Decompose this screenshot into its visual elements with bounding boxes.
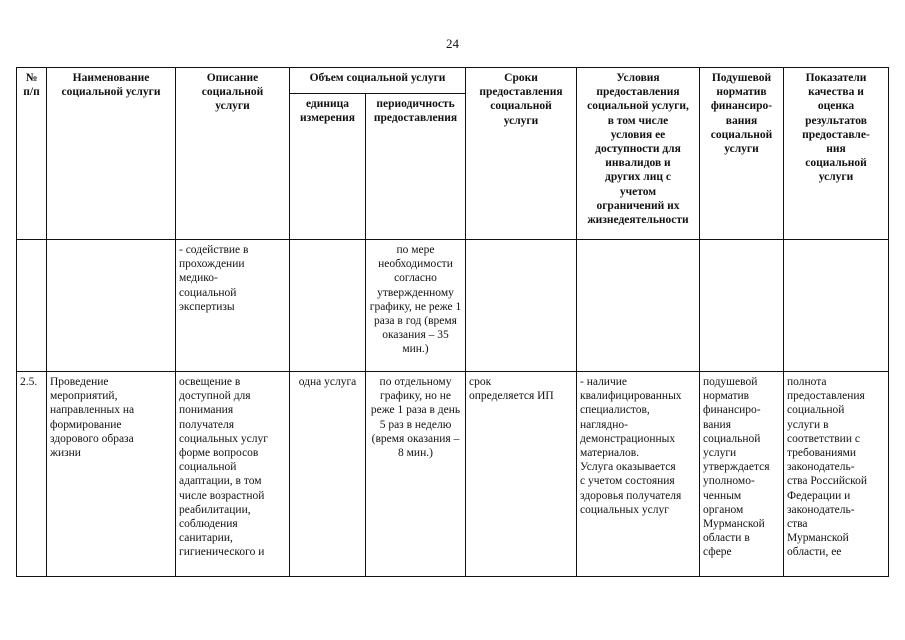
row-unit <box>290 240 366 372</box>
row-num <box>17 240 47 372</box>
header-num: № п/п <box>17 68 47 240</box>
header-description: Описание социальной услуги <box>176 68 290 240</box>
header-periodicity: периодичность предоставления <box>366 94 466 240</box>
row-quality <box>784 240 889 372</box>
row-conditions: - наличие квалифицированных специалистов, наглядно- демонстрационных материалов. Услуга оказывается с учетом состояния здоровья получателя социальных услуг <box>577 372 700 577</box>
row-description: - содействие в прохождении медико- социальной экспертизы <box>176 240 290 372</box>
row-name: Проведение мероприятий, направленных на формирование здорового образа жизни <box>47 372 176 577</box>
header-row-1 <box>17 68 889 94</box>
row-periodicity: по отдельному графику, но не реже 1 раза в день 5 раз в неделю (время оказания – 8 мин.) <box>366 372 466 577</box>
table-row <box>17 372 889 577</box>
row-funding: подушевой норматив финансиро- вания социальной услуги утверждается уполномо- ченным органом Мурманской области в сфере <box>700 372 784 577</box>
row-name <box>47 240 176 372</box>
row-conditions <box>577 240 700 372</box>
row-unit: одна услуга <box>290 372 366 577</box>
row-funding <box>700 240 784 372</box>
row-terms <box>466 240 577 372</box>
header-quality: Показатели качества и оценка результатов предоставле- ния социальной услуги <box>784 68 889 240</box>
row-terms: срок определяется ИП <box>466 372 577 577</box>
header-terms: Сроки предоставления социальной услуги <box>466 68 577 240</box>
table-row <box>17 240 889 372</box>
page-number: 24 <box>446 36 459 51</box>
header-volume: Объем социальной услуги <box>290 68 466 94</box>
header-conditions: Условия предоставления социальной услуги, в том числе условия ее доступности для инвалидов и других лиц с учетом ограничений их жизнедеятельности <box>577 68 700 240</box>
row-description: освещение в доступной для понимания получателя социальных услуг форме вопросов социальной адаптации, в том числе возрастной реабилитации, соблюдения санитарии, гигиенического и <box>176 372 290 577</box>
header-funding: Подушевой норматив финансиро- вания социальной услуги <box>700 68 784 240</box>
row-quality: полнота предоставления социальной услуги в соответствии с требованиями законодатель- ства Российской Федерации и законодатель- ства Мурманской области, ее <box>784 372 889 577</box>
header-unit: единица измерения <box>290 94 366 240</box>
services-table <box>16 67 889 577</box>
row-num: 2.5. <box>17 372 47 577</box>
header-name: Наименование социальной услуги <box>47 68 176 240</box>
row-periodicity: по мере необходимости согласно утвержденному графику, не реже 1 раза в год (время оказания – 35 мин.) <box>366 240 466 372</box>
